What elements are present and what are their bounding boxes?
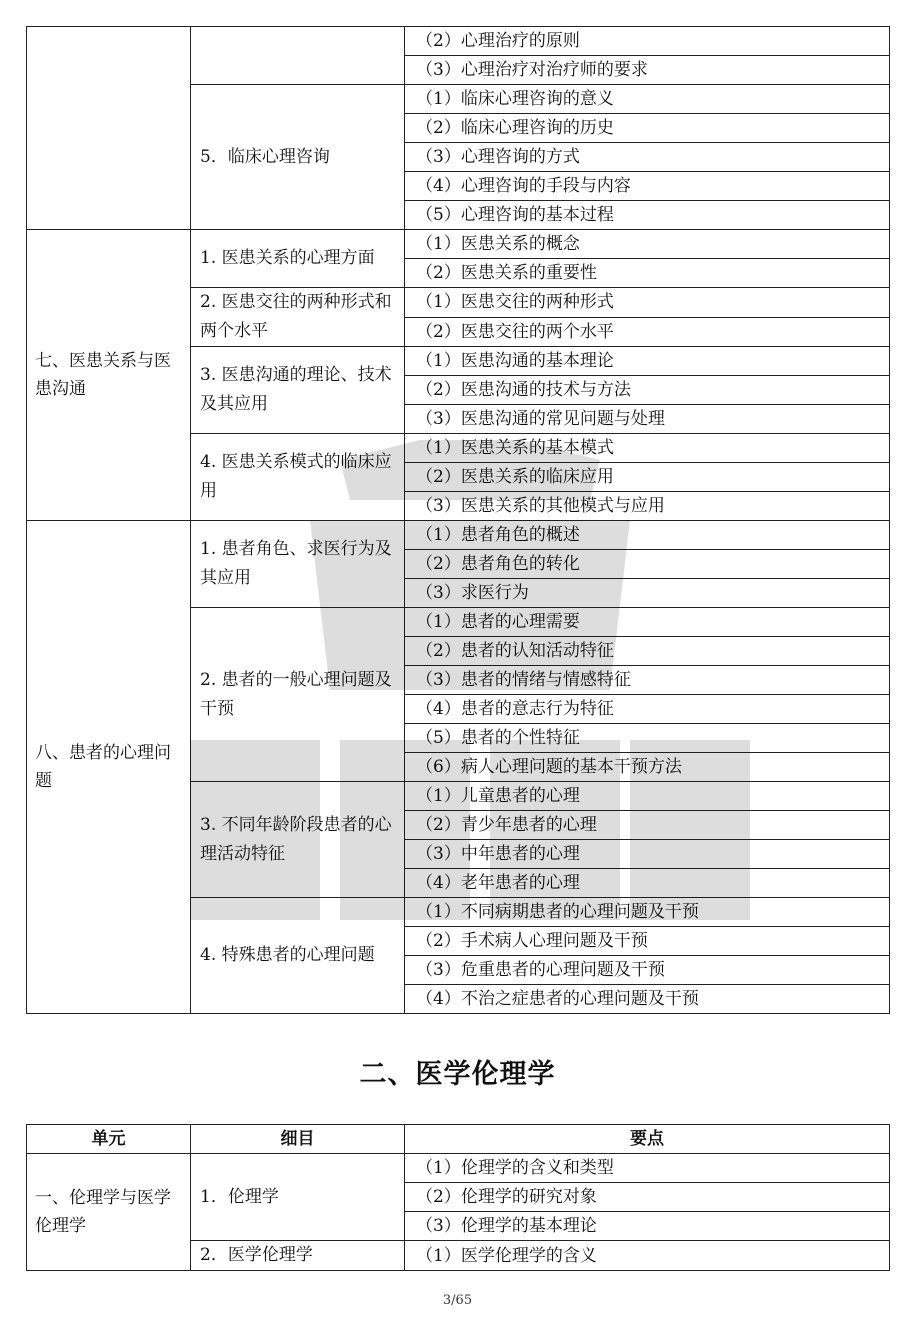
syllabus-table-continued [26,26,890,1014]
point-cell: （3）医患沟通的常见问题与处理 [405,405,890,434]
unit-cell: 七、医患关系与医患沟通 [27,230,191,521]
point-cell: （3）危重患者的心理问题及干预 [405,956,890,985]
point-cell: （4）患者的意志行为特征 [405,695,890,724]
point-cell: （1）医患关系的概念 [405,230,890,259]
table-row [27,1154,890,1183]
point-cell: （1）医患关系的基本模式 [405,434,890,463]
point-cell: （5）心理咨询的基本过程 [405,201,890,230]
table-row [27,230,890,259]
point-cell: （2）心理治疗的原则 [405,27,890,56]
syllabus-table-body [27,27,890,1014]
item-cell: 4. 特殊患者的心理问题 [191,898,405,1014]
point-cell: （2）手术病人心理问题及干预 [405,927,890,956]
point-cell: （3）患者的情绪与情感特征 [405,666,890,695]
section-title: 二、医学伦理学 [359,1059,556,1090]
point-cell: （2）患者的认知活动特征 [405,637,890,666]
point-cell: （3）中年患者的心理 [405,840,890,869]
point-cell: （2）伦理学的研究对象 [405,1183,890,1212]
header-unit: 单元 [27,1125,191,1154]
ethics-syllabus-table [26,1124,890,1271]
ethics-table-body [27,1154,890,1271]
point-cell: （1）患者的心理需要 [405,608,890,637]
point-cell: （5）患者的个性特征 [405,724,890,753]
point-cell: （6）病人心理问题的基本干预方法 [405,753,890,782]
item-cell: 4. 医患关系模式的临床应用 [191,434,405,521]
header-points: 要点 [405,1125,890,1154]
point-cell: （4）老年患者的心理 [405,869,890,898]
point-cell: （1）患者角色的概述 [405,521,890,550]
item-cell: 2. 医患交往的两种形式和两个水平 [191,288,405,347]
unit-cell: 八、患者的心理问题 [27,521,191,1014]
unit-cell [27,27,191,230]
item-cell: 3. 不同年龄阶段患者的心理活动特征 [191,782,405,898]
point-cell: （3）心理治疗对治疗师的要求 [405,56,890,85]
point-cell: （4）心理咨询的手段与内容 [405,172,890,201]
point-cell: （2）青少年患者的心理 [405,811,890,840]
item-cell: 2．医学伦理学 [191,1241,405,1271]
unit-cell: 一、伦理学与医学伦理学 [27,1154,191,1271]
point-cell: （1）不同病期患者的心理问题及干预 [405,898,890,927]
point-cell: （3）心理咨询的方式 [405,143,890,172]
point-cell: （2）临床心理咨询的历史 [405,114,890,143]
table-row [27,521,890,550]
point-cell: （1）医患沟通的基本理论 [405,347,890,376]
item-cell: 1. 患者角色、求医行为及其应用 [191,521,405,608]
item-cell: 5．临床心理咨询 [191,85,405,230]
point-cell: （4）不治之症患者的心理问题及干预 [405,985,890,1014]
item-cell: 3. 医患沟通的理论、技术及其应用 [191,347,405,434]
item-cell: 2. 患者的一般心理问题及干预 [191,608,405,782]
point-cell: （3）医患关系的其他模式与应用 [405,492,890,521]
point-cell: （1）伦理学的含义和类型 [405,1154,890,1183]
point-cell: （3）求医行为 [405,579,890,608]
point-cell: （2）患者角色的转化 [405,550,890,579]
point-cell: （2）医患沟通的技术与方法 [405,376,890,405]
point-cell: （1）儿童患者的心理 [405,782,890,811]
table-header-row [27,1125,890,1154]
header-item: 细目 [191,1125,405,1154]
point-cell: （2）医患交往的两个水平 [405,317,890,347]
point-cell: （1）医学伦理学的含义 [405,1241,890,1271]
point-cell: （3）伦理学的基本理论 [405,1212,890,1241]
point-cell: （2）医患关系的临床应用 [405,463,890,492]
point-cell: （1）临床心理咨询的意义 [405,85,890,114]
item-cell [191,27,405,85]
item-cell: 1．伦理学 [191,1154,405,1241]
item-cell: 1. 医患关系的心理方面 [191,230,405,288]
page-number: 3/65 [442,1293,473,1308]
point-cell: （2）医患关系的重要性 [405,259,890,288]
table-row [27,27,890,56]
point-cell: （1）医患交往的两种形式 [405,288,890,318]
